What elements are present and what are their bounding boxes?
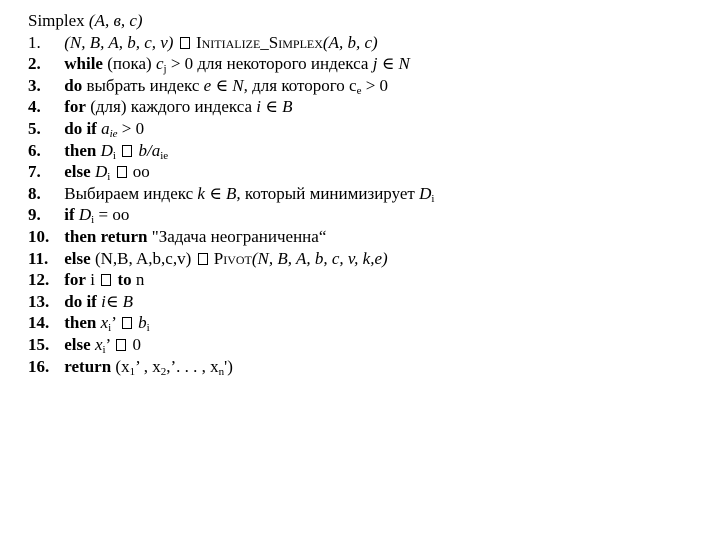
code-text: (пока) — [107, 54, 152, 74]
procedure-name: Simplex — [28, 11, 85, 30]
subscript: ie — [160, 149, 169, 162]
code-line-12 — [28, 269, 708, 291]
code-line-13 — [28, 291, 708, 313]
code-text: b/a — [138, 140, 161, 160]
code-text: B, — [226, 183, 241, 203]
subscript: n — [218, 365, 225, 378]
code-text: (A, b, c) — [322, 32, 378, 52]
procedure-header — [28, 10, 708, 32]
subscript: ie — [109, 127, 118, 140]
code-keyword: Pivot — [213, 248, 252, 268]
code-keyword: if — [64, 205, 75, 225]
code-text: Выбираем индекс — [64, 183, 194, 203]
code-keyword: Initialize_Simplex — [195, 32, 323, 52]
missing-glyph-icon — [101, 274, 111, 286]
code-text: (N, B, A, b, c, v) — [64, 32, 174, 52]
missing-glyph-icon — [180, 37, 190, 49]
procedure-args: (A, в, с) — [88, 11, 143, 30]
code-text: k — [197, 183, 205, 203]
code-line-8 — [28, 183, 708, 205]
code-text: = oo — [98, 205, 130, 225]
code-text: ,’. . . , x — [166, 356, 219, 376]
line-number: 5. — [28, 118, 41, 138]
code-keyword: then — [64, 140, 97, 160]
code-keyword: else — [64, 162, 91, 182]
subscript: 1 — [129, 365, 136, 378]
line-number: 12. — [28, 270, 50, 290]
subscript: i — [108, 322, 112, 335]
code-text: > 0 — [121, 118, 145, 138]
code-line-10 — [28, 226, 708, 248]
code-text: D — [100, 140, 113, 160]
line-number: 2. — [28, 54, 41, 74]
code-text: N, — [232, 75, 248, 95]
line-number: 15. — [28, 334, 50, 354]
code-keyword: else — [64, 334, 91, 354]
code-line-11 — [28, 248, 708, 270]
code-text: "Задача неограниченна“ — [151, 226, 327, 246]
code-keyword: do — [64, 75, 83, 95]
code-line-7 — [28, 161, 708, 183]
code-text: b — [138, 313, 147, 333]
missing-glyph-icon — [122, 145, 132, 157]
code-keyword: return — [64, 356, 112, 376]
code-text: i∈ B — [101, 291, 134, 311]
code-keyword: for — [64, 270, 86, 290]
code-text: oo — [132, 162, 150, 182]
missing-glyph-icon — [117, 166, 127, 178]
line-number: 9. — [28, 205, 41, 225]
line-number: 1. — [28, 32, 41, 52]
code-line-14 — [28, 312, 708, 334]
code-text: j — [372, 54, 378, 74]
missing-glyph-icon — [122, 317, 132, 329]
subscript: 2 — [160, 365, 167, 378]
subscript: i — [91, 214, 95, 227]
line-number: 3. — [28, 75, 41, 95]
code-text: x — [94, 334, 103, 354]
line-number: 13. — [28, 291, 50, 311]
line-number: 4. — [28, 97, 41, 117]
code-text: i — [90, 270, 95, 290]
line-number: 7. — [28, 162, 41, 182]
code-text: > 0 для некоторого индекса — [170, 54, 369, 74]
code-keyword: then — [64, 313, 97, 333]
code-text: 0 — [132, 334, 141, 354]
code-text: c — [155, 54, 164, 74]
missing-glyph-icon — [116, 339, 126, 351]
code-text: (N,B, A,b,c,v) — [94, 248, 192, 268]
code-text: ’ — [111, 313, 116, 333]
code-line-4 — [28, 96, 708, 118]
subscript: i — [102, 343, 106, 356]
subscript: e — [356, 84, 362, 97]
code-line-1 — [28, 32, 708, 54]
line-number: 10. — [28, 226, 50, 246]
code-text: n — [135, 270, 145, 290]
subscript: i — [146, 322, 150, 335]
code-text: D — [94, 162, 108, 182]
code-keyword: to — [117, 270, 132, 290]
subscript: i — [112, 149, 116, 162]
code-text: который минимизирует — [244, 183, 415, 203]
line-number: 11. — [28, 248, 49, 268]
code-text: (для) каждого индекса — [90, 97, 253, 117]
code-keyword: while — [64, 54, 103, 74]
code-line-6 — [28, 140, 708, 162]
code-line-3 — [28, 75, 708, 97]
code-text: для которого c — [252, 75, 357, 95]
code-text: (x — [115, 356, 130, 376]
code-keyword: else — [64, 248, 91, 268]
code-text: D — [419, 183, 432, 203]
code-line-9 — [28, 204, 708, 226]
code-text: ’ , x — [135, 356, 161, 376]
code-text: > 0 — [365, 75, 389, 95]
subscript: j — [163, 63, 167, 76]
line-number: 16. — [28, 356, 50, 376]
pseudocode-listing — [28, 10, 708, 377]
line-number: 8. — [28, 183, 41, 203]
code-keyword: then return — [64, 226, 148, 246]
code-line-16 — [28, 356, 708, 378]
code-text: i — [256, 97, 261, 117]
code-text: ∈ — [209, 183, 222, 203]
line-number: 6. — [28, 140, 41, 160]
code-line-2 — [28, 53, 708, 75]
code-line-5 — [28, 118, 708, 140]
code-text: ∈ — [215, 75, 229, 95]
code-text: x — [100, 313, 109, 333]
code-text: D — [78, 205, 92, 225]
code-keyword: do if — [64, 291, 97, 311]
missing-glyph-icon — [198, 253, 208, 265]
code-text: ∈ B — [265, 97, 293, 117]
line-number: 14. — [28, 313, 50, 333]
subscript: i — [107, 171, 111, 184]
code-keyword: for — [64, 97, 86, 117]
code-text: ') — [224, 356, 233, 376]
code-text: e — [203, 75, 212, 95]
code-text: (N, B, A, b, c, v, k,e) — [251, 248, 388, 268]
code-keyword: do if — [64, 118, 97, 138]
code-text: ’ — [105, 334, 110, 354]
subscript: i — [431, 192, 435, 205]
code-line-15 — [28, 334, 708, 356]
code-text: выбрать индекс — [86, 75, 200, 95]
code-text: ∈ N — [381, 54, 410, 74]
code-text: a — [101, 118, 110, 138]
